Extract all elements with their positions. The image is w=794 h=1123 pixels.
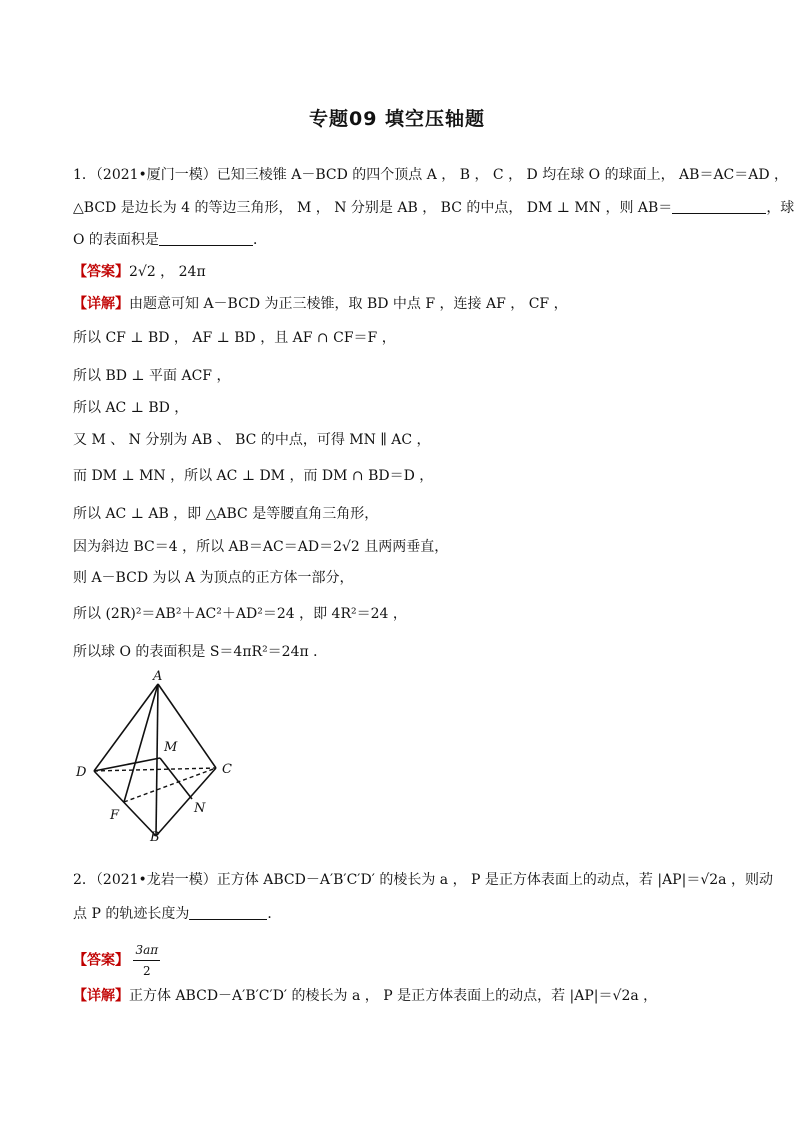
answer-value: 2√2 ， 24π — [129, 264, 206, 280]
answer-fraction — [133, 940, 160, 981]
answer-label: 【答案】 — [73, 264, 129, 280]
q1-line-2-text: △BCD 是边长为 4 的等边三角形， M ， N 分别是 AB ， BC 的中点， DM ⊥ MN ，则 AB＝ — [73, 200, 673, 216]
q1-line-3-text: O 的表面积是 — [73, 232, 159, 248]
label-a: A — [153, 669, 163, 684]
q1-step: 所以 CF ⊥ BD ， AF ⊥ BD ，且 AF ∩ CF＝F ， — [73, 330, 396, 346]
segment-fc-hidden — [124, 768, 216, 802]
q1-step: 所以 BD ⊥ 平面 ACF ， — [73, 368, 231, 384]
q2-line-1: 2．（2021•龙岩一模）正方体 ABCD－A′B′C′D′ 的棱长为 a ， P 是正方体表面上的动点，若 |AP|＝√2a ，则动 — [73, 872, 773, 888]
q2-line-2-tail: ． — [267, 906, 282, 922]
detail-text: 正方体 ABCD－A′B′C′D′ 的棱长为 a ， P 是正方体表面上的动点，若 |AP|＝√2a ， — [129, 988, 658, 1004]
fraction-denominator: 2 — [142, 964, 151, 978]
answer-blank-3 — [189, 905, 267, 920]
answer-label: 【答案】 — [73, 952, 129, 969]
detail-label: 【详解】 — [73, 296, 129, 312]
q1-line-1: 1．（2021•厦门一模）已知三棱锥 A－BCD 的四个顶点 A ， B ， C ， D 均在球 O 的球面上， AB＝AC＝AD ， — [73, 167, 789, 183]
q1-detail — [73, 294, 568, 314]
q2-line-2 — [73, 904, 281, 924]
edge-db — [94, 771, 156, 836]
edge-cb — [156, 768, 216, 836]
q1-step: 则 A－BCD 为以 A 为顶点的正方体一部分， — [73, 570, 354, 586]
segment-af — [124, 684, 158, 802]
label-c: C — [222, 762, 232, 777]
edge-ac — [158, 684, 216, 768]
q1-step: 又 M 、 N 分别为 AB 、 BC 的中点，可得 MN ∥ AC ， — [73, 432, 431, 448]
q1-step: 因为斜边 BC＝4 ，所以 AB＝AC＝AD＝2√2 且两两垂直， — [73, 539, 449, 555]
detail-label: 【详解】 — [73, 988, 129, 1004]
answer-blank-2 — [159, 231, 253, 246]
q1-step: 所以 (2R)²＝AB²＋AC²＋AD²＝24 ，即 4R²＝24 ， — [73, 606, 407, 622]
q1-step: 所以 AC ⊥ BD ， — [73, 400, 189, 416]
edge-ad — [94, 684, 158, 771]
pyramid-figure — [70, 666, 250, 842]
label-f: F — [110, 808, 120, 823]
answer-blank-1 — [672, 199, 766, 214]
label-b: B — [150, 830, 160, 842]
q1-line-2 — [73, 198, 794, 218]
edge-dc-hidden — [94, 768, 216, 771]
detail-text: 由题意可知 A－BCD 为正三棱锥，取 BD 中点 F ，连接 AF ， CF ， — [129, 296, 568, 312]
q1-line-3-tail: ． — [252, 232, 267, 248]
q1-answer — [73, 262, 206, 282]
q1-step: 所以 AC ⊥ AB ，即 △ABC 是等腰直角三角形， — [73, 506, 379, 522]
q2-detail — [73, 986, 657, 1006]
label-m: M — [164, 740, 178, 755]
q2-line-2-text: 点 P 的轨迹长度为 — [73, 906, 190, 922]
edge-ab — [156, 684, 158, 836]
q1-step: 所以球 O 的表面积是 S＝4πR²＝24π ． — [73, 644, 328, 660]
label-d: D — [76, 765, 87, 780]
page-title: 专题09 填空压轴题 — [308, 108, 486, 130]
segment-mn — [160, 758, 192, 799]
q1-step: 而 DM ⊥ MN ，所以 AC ⊥ DM ，而 DM ∩ BD＝D ， — [73, 468, 434, 484]
q1-line-2-tail: ，球 — [766, 200, 794, 216]
q2-answer — [73, 940, 160, 981]
q1-line-3 — [73, 230, 267, 250]
fraction-numerator: 3aπ — [133, 940, 160, 961]
label-n: N — [194, 801, 206, 816]
